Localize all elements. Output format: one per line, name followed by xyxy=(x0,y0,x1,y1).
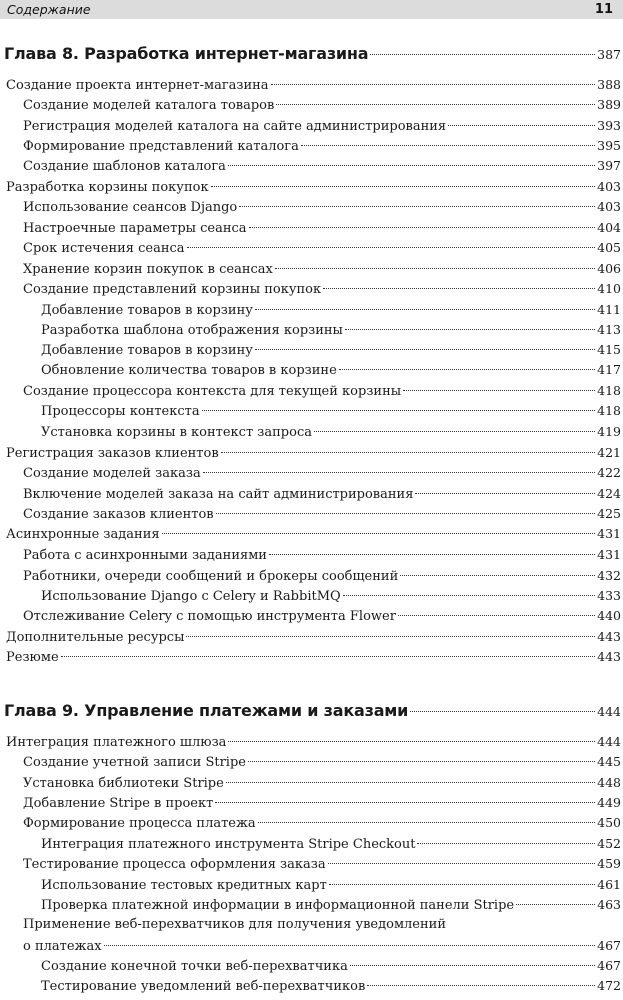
leader-dots xyxy=(323,288,595,289)
toc-entry-page: 405 xyxy=(597,240,621,255)
toc-entry-title: Формирование представлений каталога xyxy=(23,139,299,154)
toc-entry[interactable] xyxy=(23,484,621,505)
leader-dots xyxy=(211,186,596,187)
toc-entry-page: 432 xyxy=(597,568,621,583)
leader-dots xyxy=(345,329,595,330)
toc-entry-page: 450 xyxy=(597,815,621,830)
toc-entry[interactable] xyxy=(41,300,621,321)
toc-entry-page: 424 xyxy=(597,486,621,501)
toc-entry[interactable] xyxy=(23,813,621,834)
leader-dots xyxy=(202,410,596,411)
toc-entry-title: Хранение корзин покупок в сеансах xyxy=(23,262,273,277)
leader-dots xyxy=(370,54,595,55)
leader-dots xyxy=(275,268,595,269)
page-number: 11 xyxy=(594,2,613,17)
toc-entry[interactable] xyxy=(23,95,621,116)
toc-entry-title: Тестирование процесса оформления заказа xyxy=(23,857,326,872)
toc-entry[interactable] xyxy=(23,136,621,157)
toc-entry-title: Добавление товаров в корзину xyxy=(41,303,253,318)
toc-entry-title: Добавление товаров в корзину xyxy=(41,343,253,358)
toc-entry[interactable] xyxy=(23,197,621,218)
toc-entry[interactable] xyxy=(6,177,621,198)
leader-dots xyxy=(276,104,595,105)
toc-entry-page: 419 xyxy=(597,424,621,439)
toc-entry[interactable] xyxy=(41,875,621,896)
toc-entry-page: 443 xyxy=(597,649,621,664)
toc-entry-page: 421 xyxy=(597,445,621,460)
toc-entry[interactable] xyxy=(23,566,621,587)
leader-dots xyxy=(203,472,595,473)
leader-dots xyxy=(187,247,596,248)
leader-dots xyxy=(398,615,595,616)
leader-dots xyxy=(417,843,595,844)
toc-entry-page: 406 xyxy=(597,261,621,276)
leader-dots xyxy=(339,369,595,370)
toc-entry[interactable] xyxy=(41,422,621,443)
toc-entry[interactable] xyxy=(6,443,621,464)
toc-entry[interactable] xyxy=(23,752,621,773)
toc-entry-page: 418 xyxy=(597,383,621,398)
chapter-9-heading[interactable] xyxy=(4,699,621,723)
toc-entry-title: Регистрация заказов клиентов xyxy=(6,446,219,461)
leader-dots xyxy=(350,965,595,966)
toc-entry[interactable] xyxy=(41,834,621,855)
toc-entry-page: 449 xyxy=(597,795,621,810)
toc-entry-title: Включение моделей заказа на сайт администрирования xyxy=(23,487,414,502)
toc-entry[interactable] xyxy=(6,75,621,96)
leader-dots xyxy=(239,206,595,207)
toc-entry-page: 417 xyxy=(597,362,621,377)
toc-entry-title: Проверка платежной информации в информационной панели Stripe xyxy=(41,898,515,913)
running-header xyxy=(0,0,623,19)
toc-entry-page: 452 xyxy=(597,836,621,851)
leader-dots xyxy=(329,884,595,885)
chapter-title: Глава 8. Разработка интернет-магазина xyxy=(4,44,369,63)
leader-dots xyxy=(415,493,595,494)
leader-dots xyxy=(301,145,595,146)
toc-entry-page: 403 xyxy=(597,199,621,214)
leader-dots xyxy=(226,782,595,783)
leader-dots xyxy=(258,822,595,823)
toc-entry-title: о платежах xyxy=(23,939,102,954)
toc-entry[interactable] xyxy=(23,259,621,280)
toc-entry[interactable] xyxy=(41,976,621,997)
toc-entry[interactable] xyxy=(23,545,621,566)
toc-entry-page: 395 xyxy=(597,138,621,153)
toc-entry-title: Создание процессора контекста для текущей корзины xyxy=(23,384,402,399)
toc-entry-title: Установка библиотеки Stripe xyxy=(23,776,224,791)
toc-entry-title: Настроечные параметры сеанса xyxy=(23,221,247,236)
leader-dots xyxy=(448,125,595,126)
toc-entry-page: 388 xyxy=(597,77,621,92)
leader-dots xyxy=(215,802,595,803)
leader-dots xyxy=(328,863,596,864)
leader-dots xyxy=(410,711,595,712)
toc-entry-title: Интеграция платежного инструмента Stripe Checkout xyxy=(41,837,416,852)
toc-entry[interactable] xyxy=(6,627,621,648)
toc-entry-page: 393 xyxy=(597,118,621,133)
leader-dots xyxy=(269,554,595,555)
toc-entry[interactable] xyxy=(23,936,621,957)
toc-entry[interactable] xyxy=(23,218,621,239)
leader-dots xyxy=(104,945,596,946)
toc-entry-page: 431 xyxy=(597,547,621,562)
toc-entry-title: Использование Django с Celery и RabbitMQ xyxy=(41,589,341,604)
toc-entry-title: Резюме xyxy=(6,650,59,665)
leader-dots xyxy=(248,761,595,762)
toc-entry[interactable] xyxy=(6,647,621,668)
toc-entry-title: Использование тестовых кредитных карт xyxy=(41,878,327,893)
toc-entry-title: Разработка шаблона отображения корзины xyxy=(41,323,343,338)
toc-entry[interactable] xyxy=(23,504,621,525)
toc-entry-page: 472 xyxy=(597,978,621,993)
toc-entry-page: 440 xyxy=(597,608,621,623)
toc-entry[interactable] xyxy=(23,854,621,875)
toc-entry-page: 444 xyxy=(597,734,621,749)
toc-entry-page: 425 xyxy=(597,506,621,521)
toc-entry[interactable] xyxy=(23,156,621,177)
toc-entry-title: Дополнительные ресурсы xyxy=(6,630,185,645)
toc-entry-title: Создание заказов клиентов xyxy=(23,507,214,522)
toc-entry-page: 413 xyxy=(597,322,621,337)
toc-entry[interactable] xyxy=(23,381,621,402)
toc-entry-page: 410 xyxy=(597,281,621,296)
toc-entry-page: 467 xyxy=(597,938,621,953)
toc-entry-title: Создание проекта интернет-магазина xyxy=(6,78,269,93)
toc-entry-page: 448 xyxy=(597,775,621,790)
toc-entry-page: 461 xyxy=(597,877,621,892)
toc-entry-page: 445 xyxy=(597,754,621,769)
toc-entry-title: Создание моделей заказа xyxy=(23,466,201,481)
toc-entry-title: Использование сеансов Django xyxy=(23,200,238,215)
running-header-section: Содержание xyxy=(7,2,91,17)
toc-entry-title: Создание шаблонов каталога xyxy=(23,159,226,174)
leader-dots xyxy=(314,431,595,432)
toc-entry-page: 397 xyxy=(597,158,621,173)
chapter-page: 444 xyxy=(597,704,621,719)
toc-entry-title: Разработка корзины покупок xyxy=(6,180,209,195)
toc-entry-title: Тестирование уведомлений веб-перехватчиков xyxy=(41,979,366,994)
toc-entry-title: Срок истечения сеанса xyxy=(23,241,185,256)
leader-dots xyxy=(61,656,595,657)
toc-entry[interactable] xyxy=(41,586,621,607)
leader-dots xyxy=(516,904,595,905)
leader-dots xyxy=(343,595,595,596)
toc-entry-page: 418 xyxy=(597,403,621,418)
toc-entry-page: 433 xyxy=(597,588,621,603)
toc-entry[interactable] xyxy=(23,773,621,794)
leader-dots xyxy=(228,165,595,166)
leader-dots xyxy=(400,575,595,576)
toc-entry-page: 443 xyxy=(597,629,621,644)
leader-dots xyxy=(228,741,595,742)
toc-entry[interactable] xyxy=(23,238,621,259)
toc-entry-page: 431 xyxy=(597,526,621,541)
leader-dots xyxy=(255,349,595,350)
toc-entry[interactable] xyxy=(23,279,621,300)
toc-entry[interactable] xyxy=(41,401,621,422)
chapter-8-heading[interactable] xyxy=(4,42,621,66)
toc-entry[interactable] xyxy=(6,524,621,545)
leader-dots xyxy=(221,452,595,453)
toc-entry[interactable] xyxy=(41,956,621,977)
toc-entry-page: 422 xyxy=(597,465,621,480)
leader-dots xyxy=(255,309,595,310)
toc-entry-title: Обновление количества товаров в корзине xyxy=(41,363,337,378)
leader-dots xyxy=(367,985,595,986)
toc-entry-page: 415 xyxy=(597,342,621,357)
toc-entry-title: Формирование процесса платежа xyxy=(23,816,256,831)
toc-entry-title: Работники, очереди сообщений и брокеры сообщений xyxy=(23,569,399,584)
toc-entry-page: 389 xyxy=(597,97,621,112)
toc-entry[interactable] xyxy=(23,116,621,137)
leader-dots xyxy=(403,390,595,391)
toc-entry-page: 459 xyxy=(597,856,621,871)
toc-entry-title: Асинхронные задания xyxy=(6,527,160,542)
toc-entry-page: 467 xyxy=(597,958,621,973)
toc-entry-title: Установка корзины в контекст запроса xyxy=(41,425,312,440)
toc-entry[interactable] xyxy=(23,463,621,484)
toc-entry-page: 411 xyxy=(597,302,621,317)
toc-entry[interactable] xyxy=(6,732,621,753)
toc-entry[interactable] xyxy=(23,606,621,627)
toc-entry-title: Регистрация моделей каталога на сайте администрирования xyxy=(23,119,447,134)
chapter-page: 387 xyxy=(597,47,621,62)
toc-entry-page: 463 xyxy=(597,897,621,912)
toc-entry[interactable] xyxy=(41,895,621,916)
leader-dots xyxy=(249,227,596,228)
leader-dots xyxy=(162,533,596,534)
toc-entry-page: 403 xyxy=(597,179,621,194)
toc-entry-title: Создание моделей каталога товаров xyxy=(23,98,275,113)
toc-entry[interactable] xyxy=(41,340,621,361)
toc-entry-title: Работа с асинхронными заданиями xyxy=(23,548,267,563)
toc-entry[interactable] xyxy=(41,320,621,341)
leader-dots xyxy=(271,84,596,85)
toc-entry-title: Отслеживание Celery с помощью инструмента Flower xyxy=(23,609,396,624)
toc-entry-title: Создание конечной точки веб-перехватчика xyxy=(41,959,348,974)
chapter-title: Глава 9. Управление платежами и заказами xyxy=(4,701,409,720)
toc-entry[interactable] xyxy=(23,793,621,814)
toc-entry-title: Добавление Stripe в проект xyxy=(23,796,214,811)
toc-entry-title: Процессоры контекста xyxy=(41,404,200,419)
leader-dots xyxy=(186,636,595,637)
toc-entry-wrapped-title[interactable]: Применение веб-перехватчиков для получения уведомлений xyxy=(23,917,446,932)
toc-entry-page: 404 xyxy=(597,220,621,235)
toc-entry-title: Создание учетной записи Stripe xyxy=(23,755,246,770)
toc-entry-title: Интеграция платежного шлюза xyxy=(6,735,227,750)
toc-entry-title: Создание представлений корзины покупок xyxy=(23,282,322,297)
toc-entry[interactable] xyxy=(41,360,621,381)
leader-dots xyxy=(216,513,596,514)
